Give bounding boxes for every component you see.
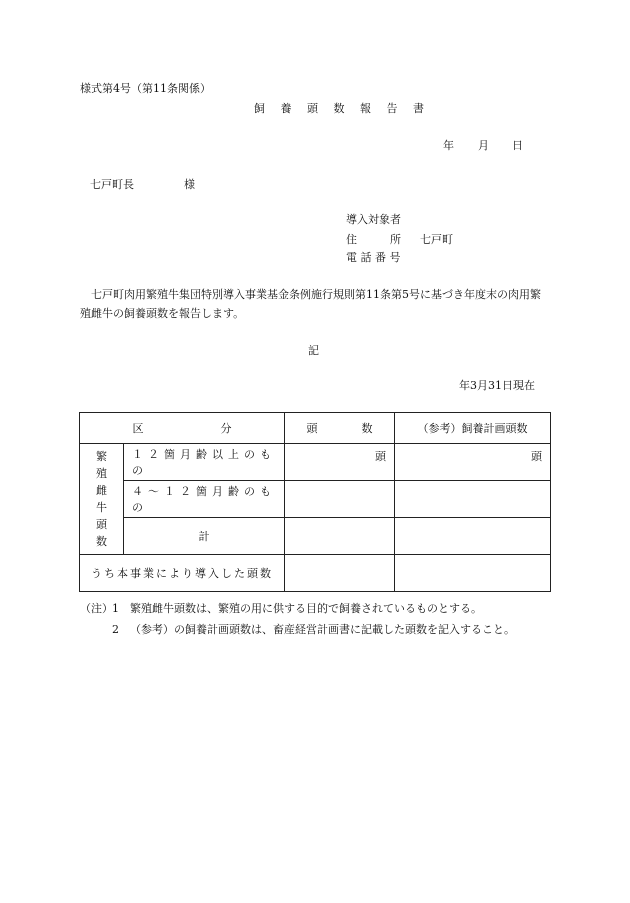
header-plan-count: （参考）飼養計画頭数 bbox=[395, 413, 551, 444]
plan-count-input-cell[interactable] bbox=[395, 444, 551, 481]
table-row bbox=[80, 555, 551, 592]
applicant-address-label: 住 所 bbox=[346, 233, 401, 246]
group-label-line: 雌 牛 bbox=[96, 484, 114, 514]
date-year-label: 年 bbox=[443, 139, 454, 152]
table-row bbox=[80, 444, 551, 481]
head-count-input-cell[interactable] bbox=[285, 555, 395, 592]
record-heading: 記 bbox=[308, 344, 319, 357]
date-month-label: 月 bbox=[478, 139, 489, 152]
applicant-address-value: 七戸町 bbox=[420, 233, 453, 246]
head-count-table bbox=[79, 412, 551, 592]
addressee-name: 七戸町長 bbox=[90, 178, 134, 191]
form-number: 様式第4号（第11条関係） bbox=[80, 82, 211, 95]
date-day-label: 日 bbox=[512, 139, 523, 152]
note-number: 1 bbox=[112, 602, 119, 615]
plan-count-input-cell[interactable] bbox=[395, 518, 551, 555]
note-text: （参考）の飼養計画頭数は、畜産経営計画書に記載した頭数を記入すること。 bbox=[130, 623, 515, 636]
unit-label: 頭 bbox=[375, 450, 386, 463]
plan-count-input-cell[interactable] bbox=[395, 481, 551, 518]
header-head-count: 頭 数 bbox=[285, 413, 395, 444]
document-title: 飼 養 頭 数 報 告 書 bbox=[254, 102, 430, 115]
head-count-input-cell[interactable] bbox=[285, 481, 395, 518]
head-count-input-cell[interactable] bbox=[285, 518, 395, 555]
addressee-honorific: 様 bbox=[184, 178, 195, 191]
applicant-phone-label: 電 話 番 号 bbox=[346, 251, 401, 264]
statement-line-1: 七戸町肉用繁殖牛集団特別導入事業基金条例施行規則第11条第5号に基づき年度末の肉 bbox=[91, 288, 519, 301]
table-header-row bbox=[80, 413, 551, 444]
applicant-heading: 導入対象者 bbox=[346, 213, 401, 226]
head-count-input-cell[interactable] bbox=[285, 444, 395, 481]
row-label-total: 計 bbox=[124, 518, 285, 555]
unit-label: 頭 bbox=[531, 450, 542, 463]
row-label-12-months-plus: １２箇月齢以上のもの bbox=[124, 444, 285, 481]
group-label-line: 頭 数 bbox=[96, 518, 114, 548]
report-statement bbox=[80, 285, 550, 323]
row-label-introduced: うち本事業により導入した頭数 bbox=[80, 555, 285, 592]
table-row bbox=[80, 518, 551, 555]
table-row bbox=[80, 481, 551, 518]
note-number: 2 bbox=[112, 623, 119, 636]
header-category: 区 分 bbox=[80, 413, 285, 444]
as-of-date: 年3月31日現在 bbox=[459, 379, 535, 392]
plan-count-input-cell[interactable] bbox=[395, 555, 551, 592]
statement-line-2: 用繁殖雌牛の飼養頭数を報告します。 bbox=[80, 288, 541, 320]
group-label bbox=[80, 444, 124, 555]
note-text: 繁殖雌牛頭数は、繁殖の用に供する目的で飼養されているものとする。 bbox=[130, 602, 482, 615]
notes-prefix: （注） bbox=[80, 602, 113, 615]
group-label-line: 繁 殖 bbox=[96, 450, 114, 480]
row-label-4-to-12-months: ４～１２箇月齢のもの bbox=[124, 481, 285, 518]
